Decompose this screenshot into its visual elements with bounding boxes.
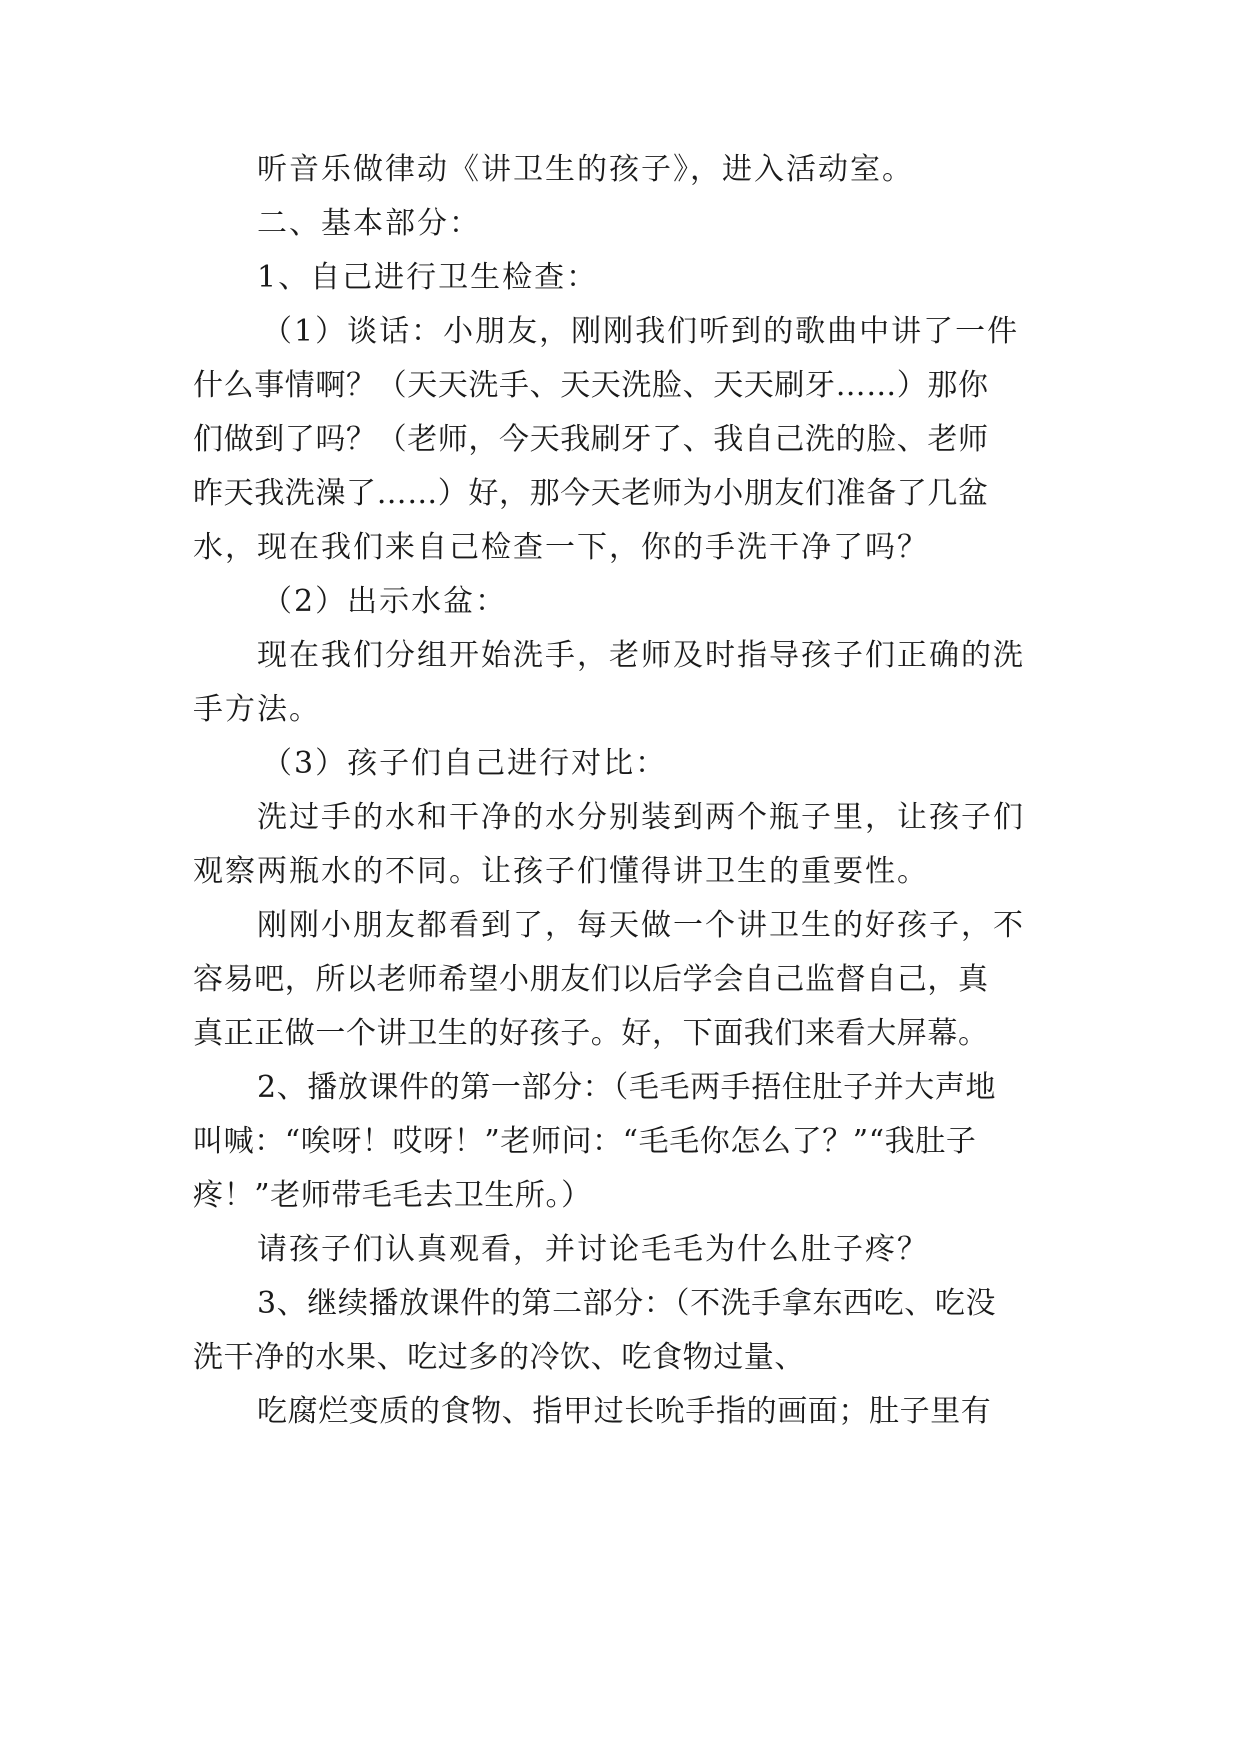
sub-heading-3: （3）孩子们自己进行对比： <box>262 746 668 781</box>
sub-heading-2: （2）出示水盆： <box>262 584 508 619</box>
text-line-5: 什么事情啊？（天天洗手、天天洗脸、天天刷牙……）那你 <box>193 368 989 403</box>
text-line-4: （1）谈话：小朋友，刚刚我们听到的歌曲中讲了一件 <box>262 314 1020 349</box>
section-heading-basic: 二、基本部分： <box>257 206 481 241</box>
text-line-1: 听音乐做律动《讲卫生的孩子》，进入活动室。 <box>257 152 914 187</box>
text-line-13: 洗过手的水和干净的水分别装到两个瓶子里，让孩子们 <box>257 800 1025 835</box>
text-line-20: 疼！”老师带毛毛去卫生所。） <box>193 1178 592 1213</box>
text-line-16: 容易吧，所以老师希望小朋友们以后学会自己监督自己，真 <box>193 962 989 997</box>
text-line-21: 请孩子们认真观看，并讨论毛毛为什么肚子疼？ <box>257 1232 929 1267</box>
step-heading-2: 2、播放课件的第一部分：（毛毛两手捂住肚子并大声地 <box>257 1070 997 1105</box>
step-heading-1: 1、自己进行卫生检查： <box>257 260 599 295</box>
text-line-23: 洗干净的水果、吃过多的冷饮、吃食物过量、 <box>193 1340 805 1375</box>
text-line-10: 现在我们分组开始洗手，老师及时指导孩子们正确的洗 <box>257 638 1025 673</box>
step-heading-3: 3、继续播放课件的第二部分：（不洗手拿东西吃、吃没 <box>257 1286 997 1321</box>
text-line-24: 吃腐烂变质的食物、指甲过长吮手指的画面；肚子里有 <box>257 1394 992 1429</box>
text-line-11: 手方法。 <box>193 692 321 727</box>
text-line-8: 水，现在我们来自己检查一下，你的手洗干净了吗？ <box>193 530 929 565</box>
text-line-17: 真正正做一个讲卫生的好孩子。好，下面我们来看大屏幕。 <box>193 1016 989 1051</box>
text-line-15: 刚刚小朋友都看到了，每天做一个讲卫生的好孩子，不 <box>257 908 1025 943</box>
text-line-7: 昨天我洗澡了……）好，那今天老师为小朋友们准备了几盆 <box>193 476 989 511</box>
text-line-14: 观察两瓶水的不同。让孩子们懂得讲卫生的重要性。 <box>193 854 929 889</box>
text-line-6: 们做到了吗？（老师，今天我刷牙了、我自己洗的脸、老师 <box>193 422 989 457</box>
text-line-19: 叫喊：“唉呀！哎呀！”老师问：“毛毛你怎么了？”“我肚子 <box>193 1124 977 1159</box>
